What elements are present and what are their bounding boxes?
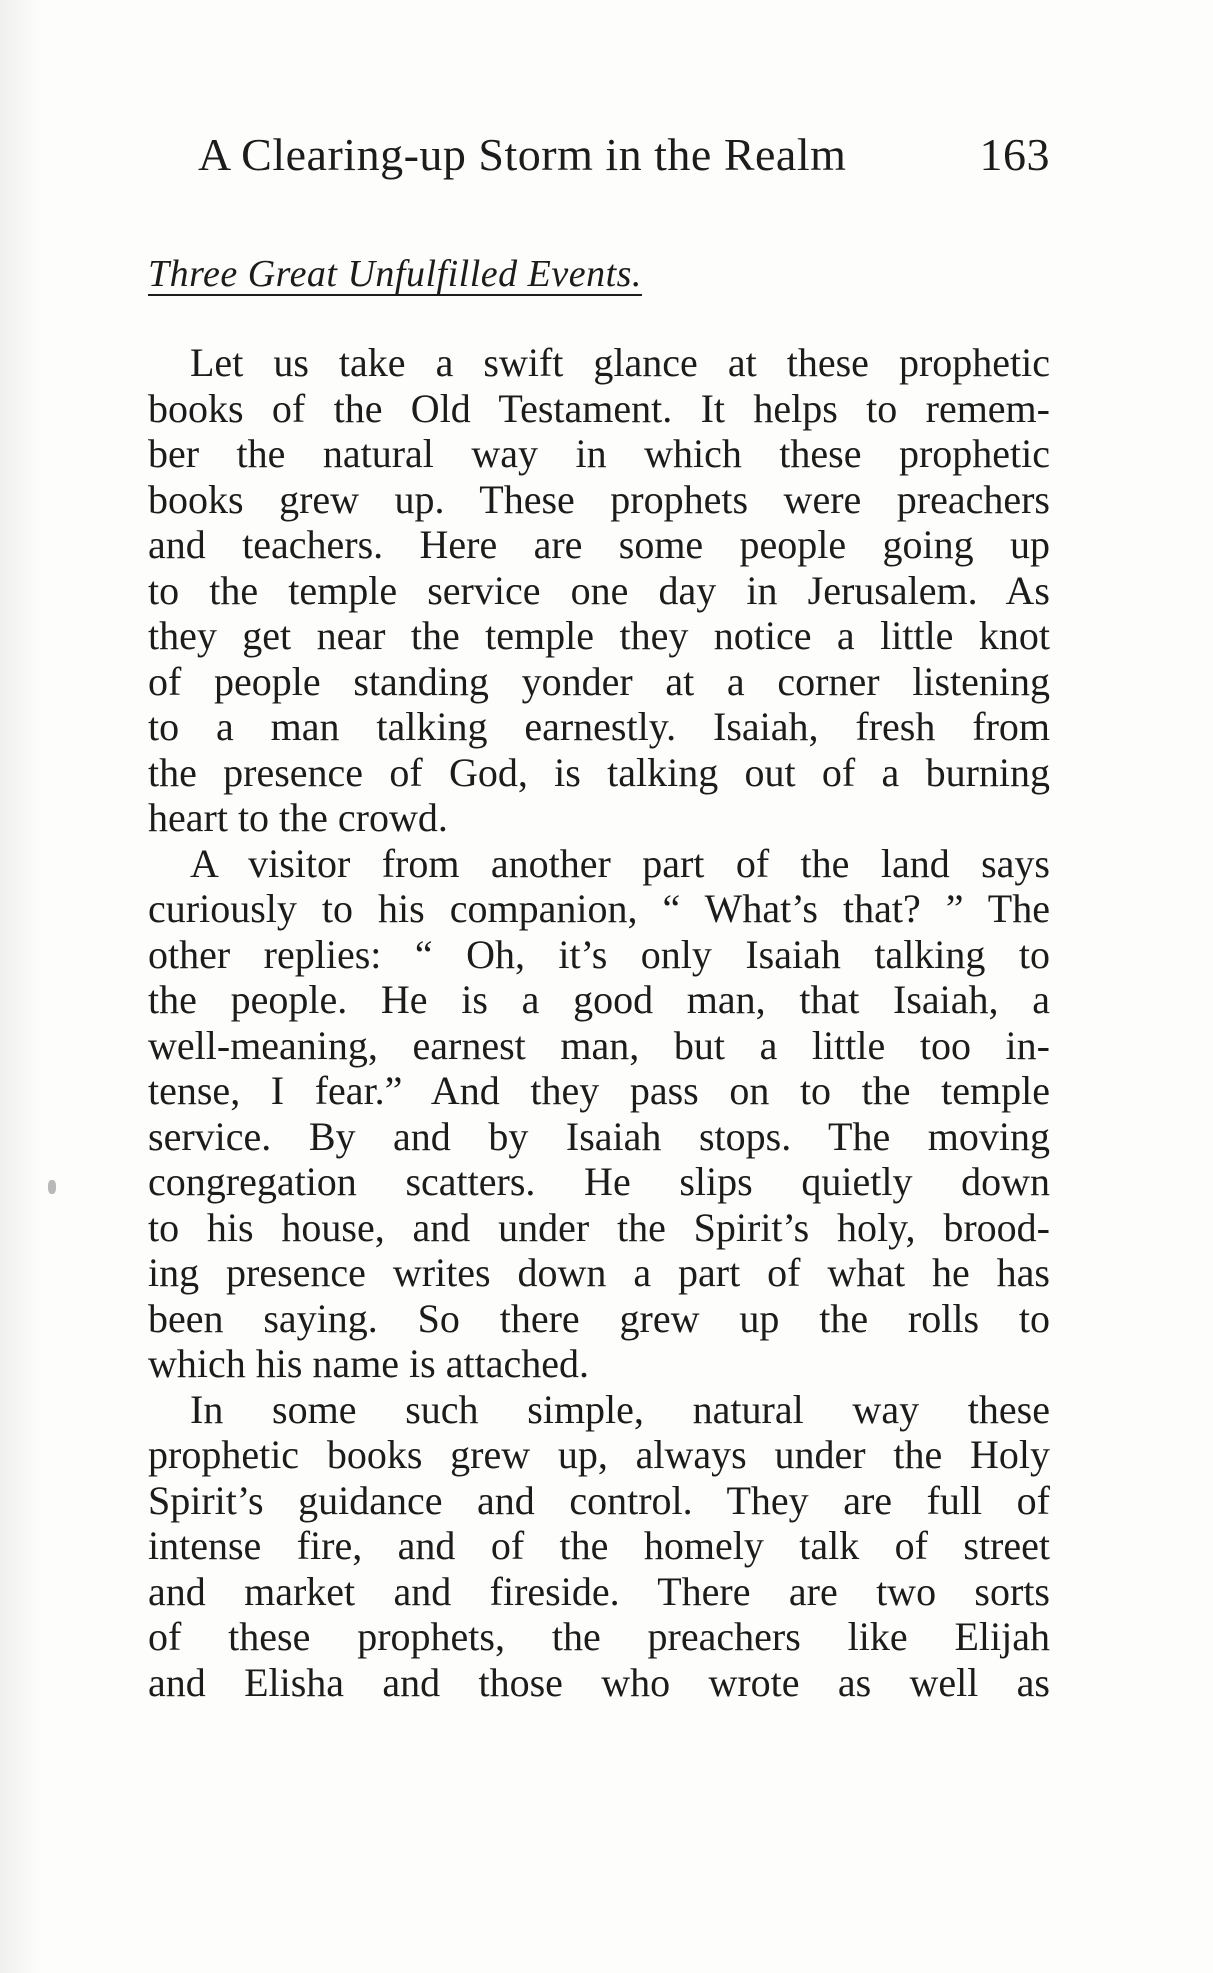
text-line: other replies: “ Oh, it’s only Isaiah talking to bbox=[148, 931, 1050, 977]
text-line: the presence of God, is talking out of a burning bbox=[148, 749, 1050, 795]
text-line: they get near the temple they notice a little knot bbox=[148, 613, 1050, 658]
text-line: Spirit’s guidance and control. They are full of bbox=[148, 1477, 1050, 1523]
text-line: tense, I fear.” And they pass on to the temple bbox=[148, 1068, 1050, 1113]
text-line: service. By and by Isaiah stops. The moving bbox=[148, 1113, 1050, 1159]
text-line: of people standing yonder at a corner listening bbox=[148, 658, 1050, 704]
text-line: ing presence writes down a part of what he has bbox=[148, 1250, 1050, 1295]
text-line: curiously to his companion, “ What’s that? ” The bbox=[148, 886, 1050, 931]
text-line: to his house, and under the Spirit’s holy, brood- bbox=[148, 1204, 1050, 1250]
text-line: which his name is attached. bbox=[148, 1341, 589, 1386]
running-title: A Clearing-up Storm in the Realm bbox=[198, 129, 847, 180]
body-text bbox=[148, 340, 1050, 1705]
text-line: books of the Old Testament. It helps to remem- bbox=[148, 385, 1050, 431]
text-line: prophetic books grew up, always under the Holy bbox=[148, 1432, 1050, 1477]
text-line: and market and fireside. There are two sorts bbox=[148, 1568, 1050, 1614]
text-line: congregation scatters. He slips quietly down bbox=[148, 1159, 1050, 1204]
text-line: the people. He is a good man, that Isaiah, a bbox=[148, 977, 1050, 1022]
text-line: In some such simple, natural way these bbox=[190, 1386, 1050, 1432]
scan-speck bbox=[48, 1180, 56, 1194]
section-heading: Three Great Unfulfilled Events. bbox=[148, 253, 642, 295]
text-line: books grew up. These prophets were preachers bbox=[148, 476, 1050, 522]
text-line: heart to the crowd. bbox=[148, 795, 448, 840]
text-line: to a man talking earnestly. Isaiah, fresh from bbox=[148, 704, 1050, 749]
text-line: been saying. So there grew up the rolls to bbox=[148, 1295, 1050, 1341]
scan-shadow-edge bbox=[0, 0, 40, 1973]
text-line: of these prophets, the preachers like Elijah bbox=[148, 1614, 1050, 1659]
text-line: to the temple service one day in Jerusalem. As bbox=[148, 567, 1050, 613]
text-line: well-meaning, earnest man, but a little too in- bbox=[148, 1022, 1050, 1068]
text-line: and teachers. Here are some people going up bbox=[148, 522, 1050, 567]
text-line: Let us take a swift glance at these prophetic bbox=[190, 340, 1050, 385]
text-line: intense fire, and of the homely talk of street bbox=[148, 1523, 1050, 1568]
text-line: A visitor from another part of the land says bbox=[190, 840, 1050, 886]
text-line: and Elisha and those who wrote as well as bbox=[148, 1659, 1050, 1705]
text-line: ber the natural way in which these prophetic bbox=[148, 431, 1050, 476]
running-head bbox=[198, 128, 1050, 184]
page-number: 163 bbox=[979, 129, 1050, 180]
